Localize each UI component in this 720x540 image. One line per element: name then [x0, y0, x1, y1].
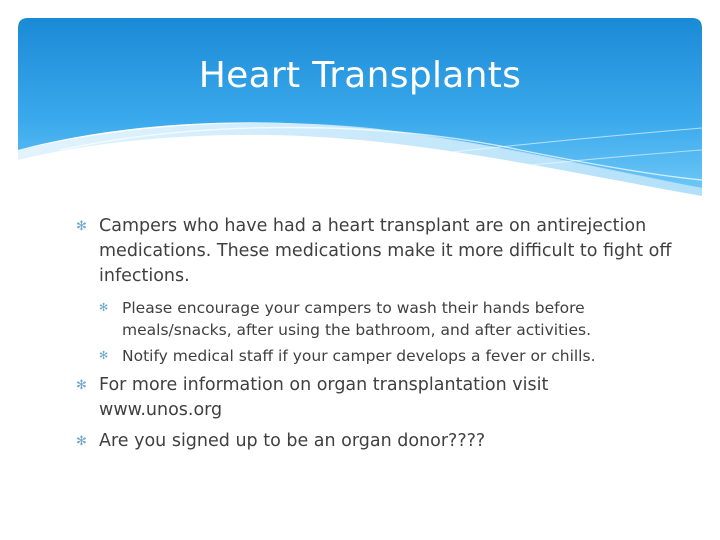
sub-bullet-text: Notify medical staff if your camper develops a fever or chills. — [122, 347, 596, 365]
bullet-item — [76, 214, 676, 289]
bullet-text: For more information on organ transplantation visit www.unos.org — [99, 375, 549, 420]
slide-title: Heart Transplants — [198, 55, 522, 96]
asterisk-icon: ✻ — [76, 378, 87, 393]
sub-bullet-item — [99, 345, 676, 367]
bullet-item — [76, 429, 676, 454]
asterisk-icon: ✻ — [76, 219, 87, 234]
asterisk-icon: ✻ — [99, 349, 109, 362]
bullet-list — [76, 214, 676, 454]
asterisk-icon: ✻ — [99, 301, 109, 314]
bullet-text: Campers who have had a heart transplant are on antirejection medications. These medications make it more difficult to fight off infections. — [99, 216, 672, 286]
sub-bullet-text: Please encourage your campers to wash their hands before meals/snacks, after using the bathroom, and after activities. — [122, 299, 591, 339]
bullet-item — [76, 373, 676, 423]
bullet-text: Are you signed up to be an organ donor???? — [99, 431, 486, 451]
sub-bullet-item — [99, 297, 676, 341]
banner-wave-graphic — [0, 0, 720, 200]
asterisk-icon: ✻ — [76, 434, 87, 449]
title-banner — [0, 0, 720, 200]
